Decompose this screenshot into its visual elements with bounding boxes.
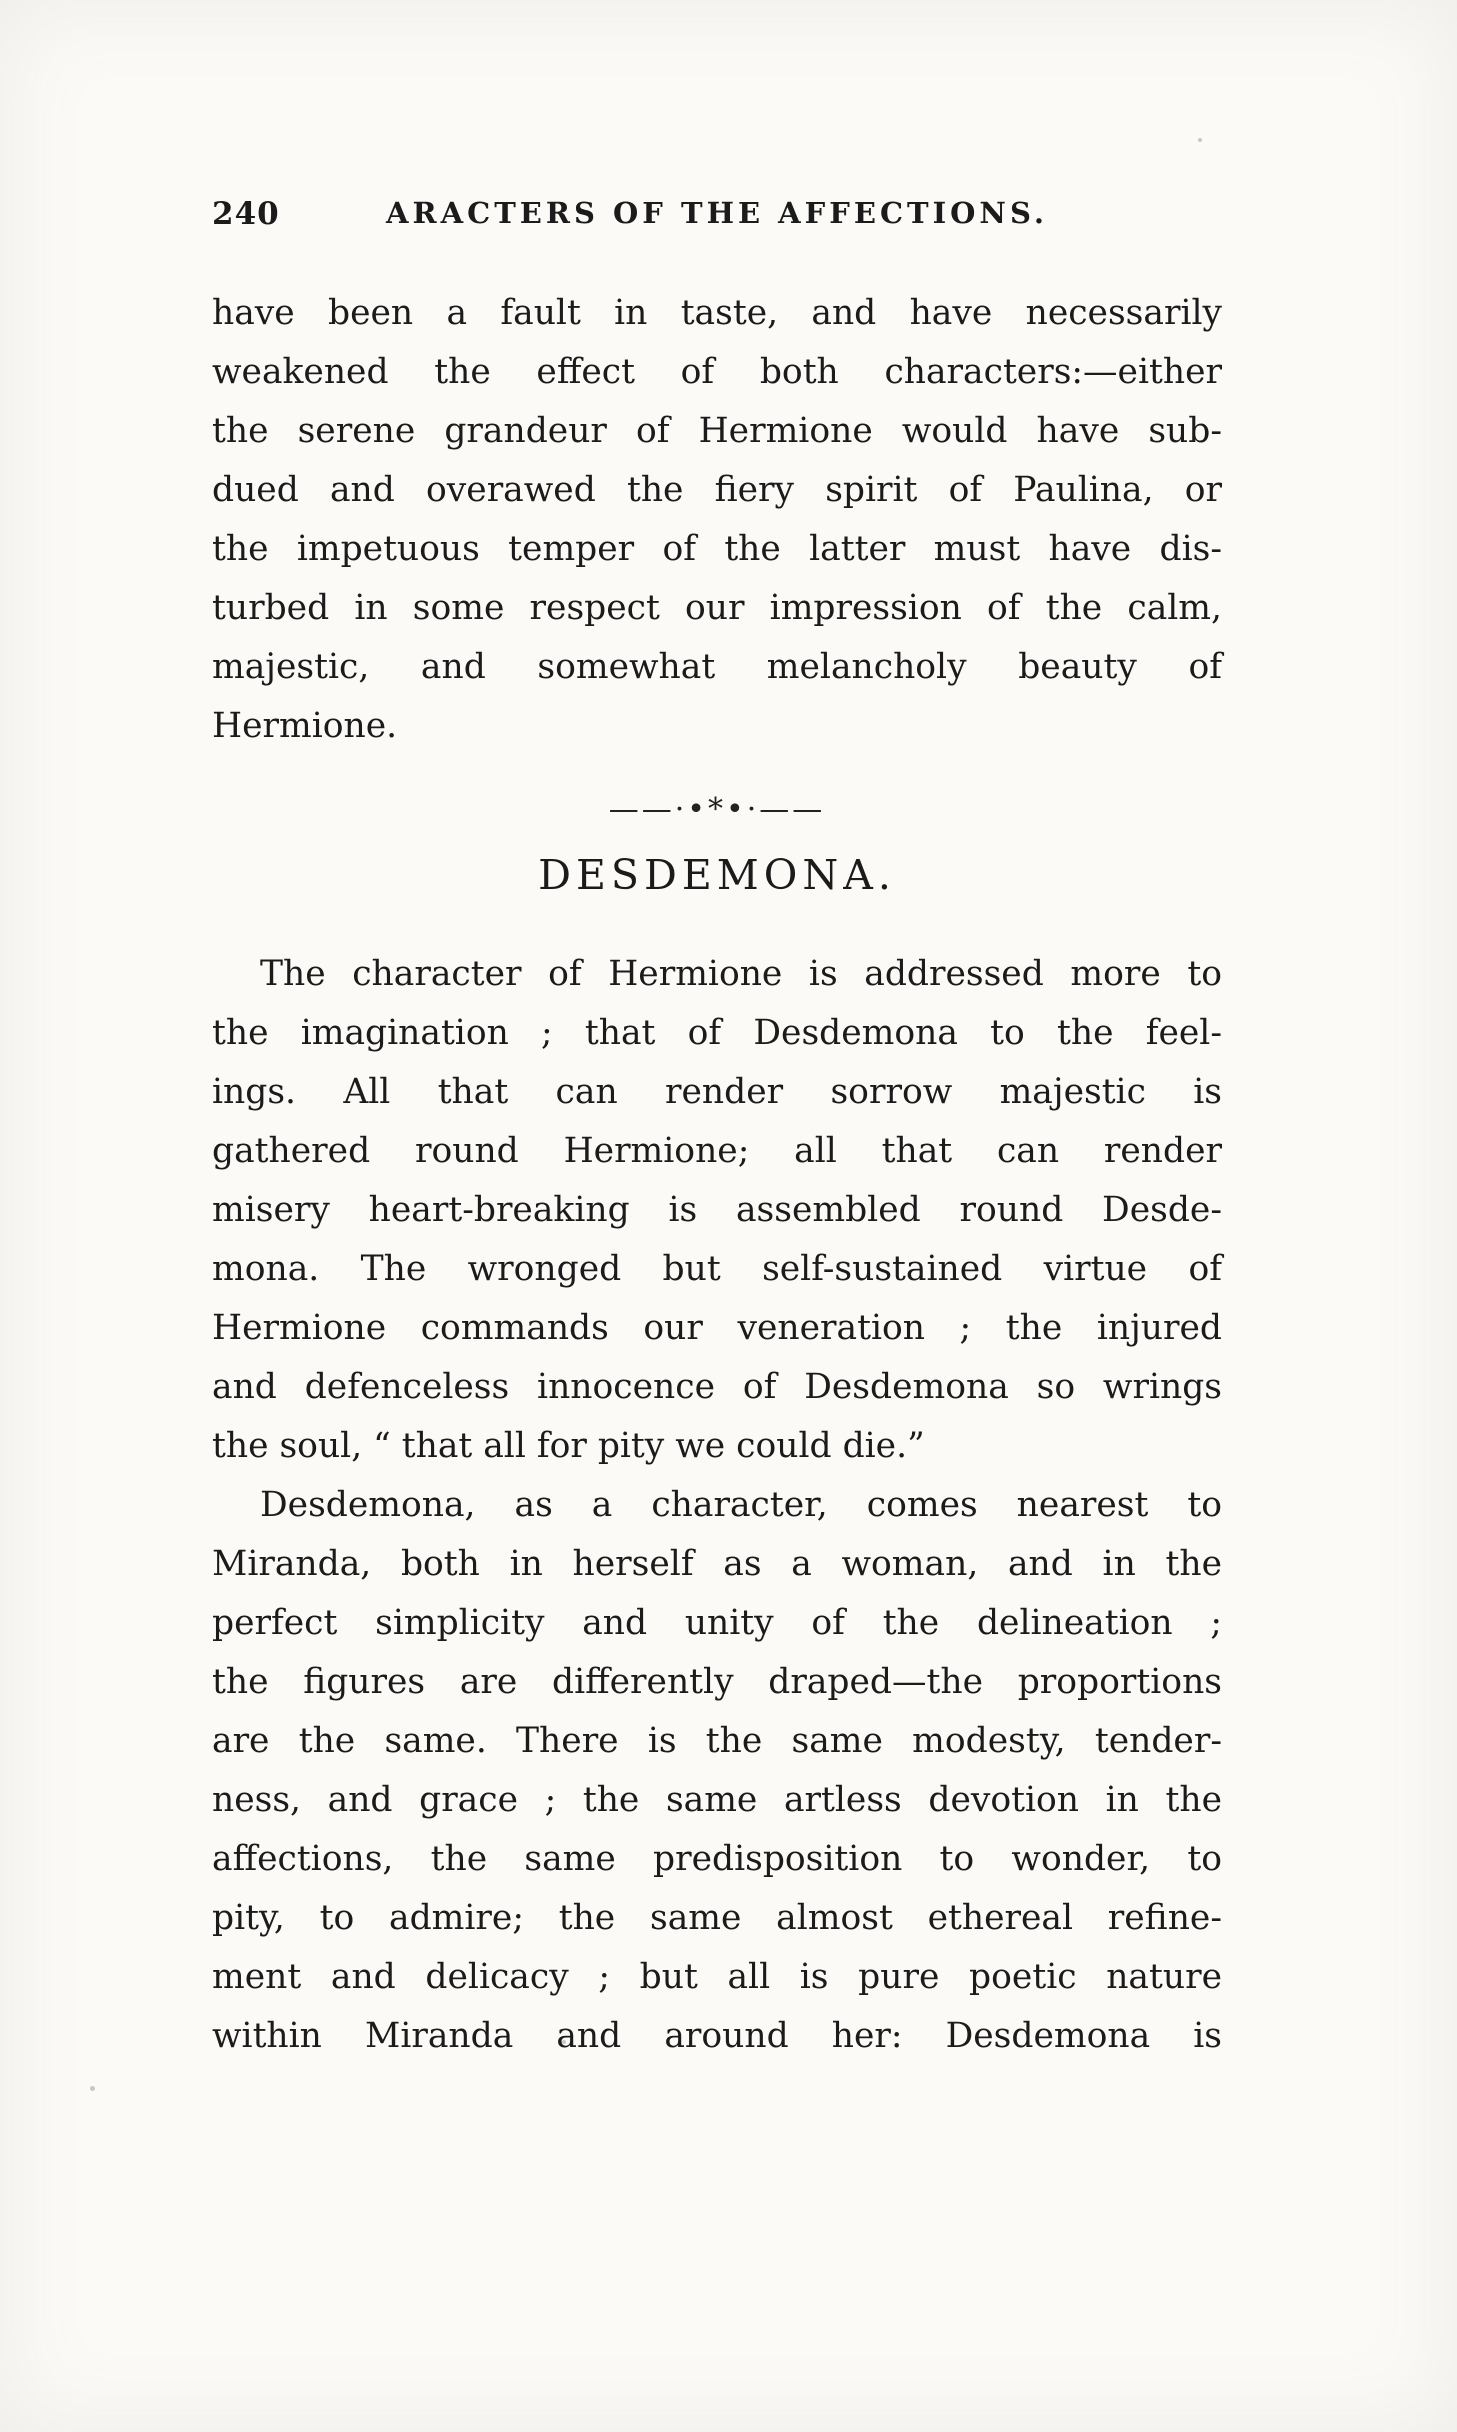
- text-line: gathered round Hermione; all that can render: [212, 1131, 1222, 1171]
- text-line: pity, to admire; the same almost ethereal refine-: [212, 1898, 1222, 1938]
- text-line: the soul, “ that all for pity we could die.”: [212, 1426, 925, 1466]
- text-line: Desdemona, as a character, comes nearest to: [260, 1485, 1222, 1525]
- continuation-paragraphs: [212, 284, 1222, 756]
- text-line: affections, the same predisposition to wonder, to: [212, 1839, 1222, 1879]
- text-line: ings. All that can render sorrow majestic is: [212, 1072, 1222, 1112]
- text-line: weakened the effect of both characters:—either: [212, 352, 1222, 392]
- text-line: Hermione commands our veneration ; the injured: [212, 1308, 1222, 1348]
- text-line: the serene grandeur of Hermione would have sub-: [212, 411, 1222, 451]
- text-line: ment and delicacy ; but all is pure poetic nature: [212, 1957, 1222, 1997]
- text-line: mona. The wronged but self-sustained virtue of: [212, 1249, 1222, 1289]
- text-line: majestic, and somewhat melancholy beauty of: [212, 647, 1222, 687]
- text-line: Hermione.: [212, 706, 398, 746]
- scan-speck: [1198, 138, 1202, 142]
- text-block: [212, 192, 1222, 2066]
- text-line: have been a fault in taste, and have necessarily: [212, 293, 1222, 333]
- text-line: misery heart-breaking is assembled round Desde-: [212, 1190, 1222, 1230]
- text-line: the impetuous temper of the latter must have dis-: [212, 529, 1222, 569]
- running-title: ARACTERS OF THE AFFECTIONS.: [386, 196, 1048, 230]
- page-number: 240: [212, 196, 280, 232]
- text-line: dued and overawed the fiery spirit of Paulina, or: [212, 470, 1222, 510]
- text-line: The character of Hermione is addressed more to: [260, 954, 1222, 994]
- paragraph: [212, 1476, 1222, 2066]
- text-line: perfect simplicity and unity of the delineation ;: [212, 1603, 1222, 1643]
- scan-speck: [90, 2086, 95, 2091]
- section-divider-ornament: ——·•*•·——: [608, 792, 826, 827]
- text-line: turbed in some respect our impression of the calm,: [212, 588, 1222, 628]
- text-line: Miranda, both in herself as a woman, and in the: [212, 1544, 1222, 1584]
- page-header: [212, 192, 1222, 238]
- text-line: within Miranda and around her: Desdemona is: [212, 2016, 1222, 2056]
- scan-speck: [562, 2040, 566, 2044]
- text-line: ness, and grace ; the same artless devotion in the: [212, 1780, 1222, 1820]
- text-line: are the same. There is the same modesty, tender-: [212, 1721, 1222, 1761]
- section-paragraphs: [212, 945, 1222, 2066]
- section-heading: DESDEMONA.: [538, 851, 896, 899]
- text-line: the imagination ; that of Desdemona to the feel-: [212, 1013, 1222, 1053]
- text-line: and defenceless innocence of Desdemona so wrings: [212, 1367, 1222, 1407]
- paragraph: [212, 284, 1222, 756]
- text-line: the figures are differently draped—the proportions: [212, 1662, 1222, 1702]
- paragraph: [212, 945, 1222, 1476]
